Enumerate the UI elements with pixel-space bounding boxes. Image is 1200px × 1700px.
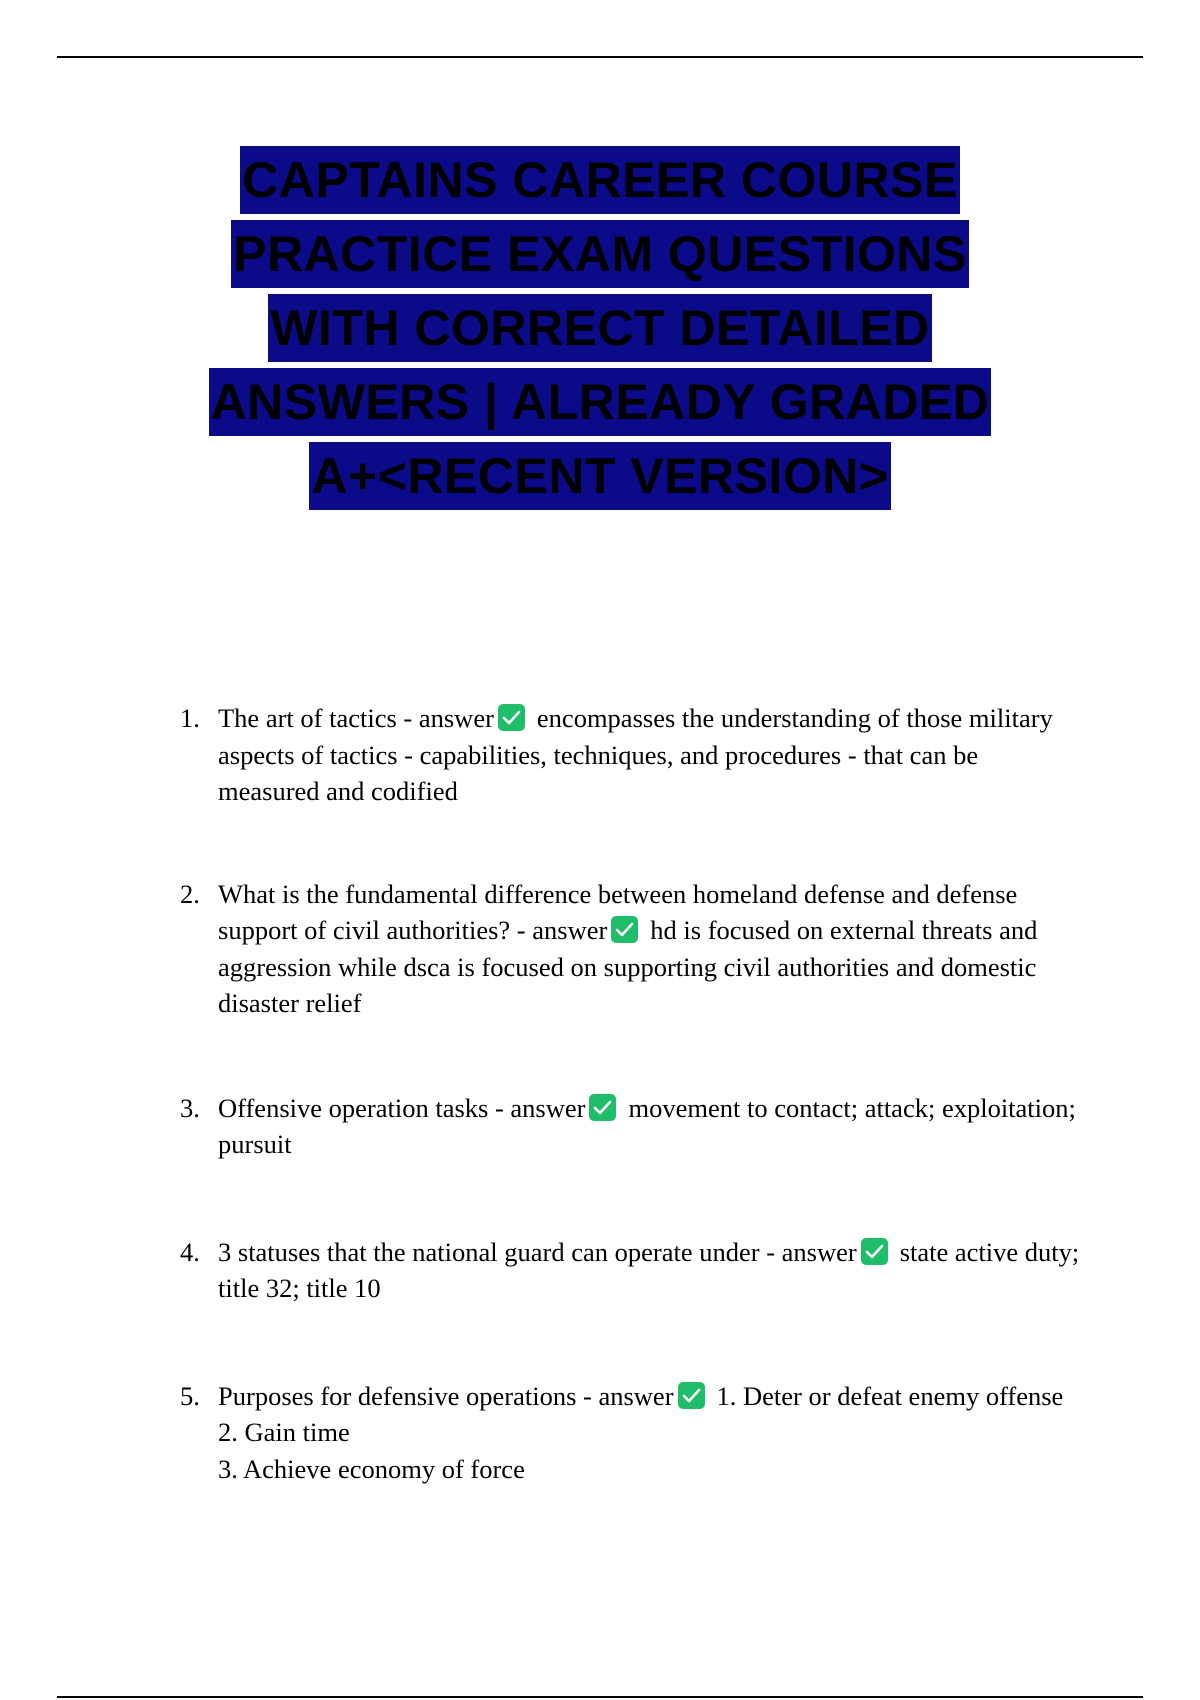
check-icon (498, 704, 525, 731)
title-line-3: WITH CORRECT DETAILED (268, 294, 932, 362)
document-title (0, 146, 1200, 510)
top-rule (57, 56, 1143, 58)
answer-text: 1. Deter or defeat enemy offense (716, 1380, 1064, 1411)
question-item-1 (180, 700, 1080, 810)
answer-text: state active duty; title 32; title 10 (218, 1236, 1080, 1303)
bottom-rule (57, 1696, 1143, 1698)
answer-line: 3. Achieve economy of force (218, 1453, 525, 1484)
question-number: 5. (180, 1380, 200, 1411)
answer-line: 2. Gain time (218, 1417, 350, 1447)
question-item-3 (180, 1090, 1080, 1163)
question-text: Purposes for defensive operations - answer (218, 1380, 674, 1411)
check-icon (589, 1094, 616, 1121)
check-icon (861, 1238, 888, 1265)
question-number: 3. (180, 1092, 200, 1123)
title-line-2: PRACTICE EXAM QUESTIONS (231, 220, 969, 288)
question-item-4 (180, 1234, 1080, 1307)
title-line-5: A+<RECENT VERSION> (309, 442, 890, 510)
question-item-2 (180, 876, 1080, 1022)
answer-text: movement to contact; attack; exploitation; pursuit (218, 1092, 1076, 1159)
question-number: 2. (180, 878, 200, 909)
answer-text: encompasses the understanding of those military aspects of tactics - capabilities, techniques, and procedures - that can be measured and codified (218, 703, 1053, 806)
check-icon (678, 1382, 705, 1409)
question-text: What is the fundamental difference between homeland defense and defense support of civil authorities? - answer (218, 878, 1018, 945)
question-text: 3 statuses that the national guard can operate under - answer (218, 1236, 857, 1267)
question-number: 1. (180, 703, 200, 733)
question-text: The art of tactics - answer (218, 703, 494, 733)
title-line-1: CAPTAINS CAREER COURSE (240, 146, 960, 214)
question-item-5 (180, 1378, 1080, 1488)
title-line-4: ANSWERS | ALREADY GRADED (209, 368, 992, 436)
check-icon (611, 916, 638, 943)
question-text: Offensive operation tasks - answer (218, 1092, 586, 1123)
answer-text: hd is focused on external threats and aggression while dsca is focused on supporting civil authorities and domestic disaster relief (218, 915, 1038, 1018)
question-number: 4. (180, 1236, 200, 1267)
question-list (180, 700, 1080, 1487)
